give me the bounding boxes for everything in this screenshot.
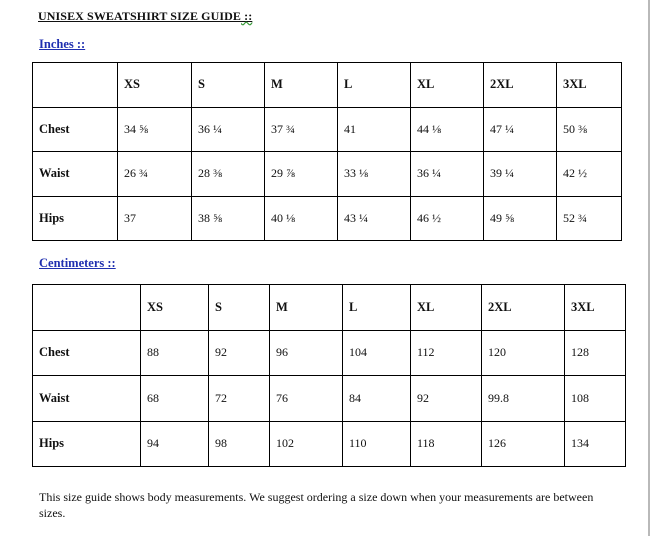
table-cell: 41 <box>338 107 411 152</box>
centimeters-heading: Centimeters :: <box>39 256 116 270</box>
size-guide-note: This size guide shows body measurements. We suggest ordering a size down when your measurements are between sizes. <box>39 490 594 520</box>
table-cell: 40 ⅛ <box>265 196 338 241</box>
table-cell: 36 ¼ <box>411 152 484 197</box>
table-cell: 37 ¾ <box>265 107 338 152</box>
header-cell-s: S <box>209 285 270 331</box>
table-cell: 112 <box>411 330 482 376</box>
inches-size-table <box>32 62 622 241</box>
table-row <box>33 196 622 241</box>
table-cell: 43 ¼ <box>338 196 411 241</box>
table-cell: 72 <box>209 376 270 422</box>
table-cell: 68 <box>141 376 209 422</box>
table-cell: 94 <box>141 421 209 467</box>
table-cell: 118 <box>411 421 482 467</box>
table-cell: 98 <box>209 421 270 467</box>
header-cell-m: M <box>265 63 338 108</box>
inches-heading: Inches :: <box>39 37 86 51</box>
header-cell-empty <box>33 285 141 331</box>
table-cell: 33 ⅛ <box>338 152 411 197</box>
table-cell: 37 <box>118 196 192 241</box>
header-cell-xs: XS <box>141 285 209 331</box>
table-cell: 36 ¼ <box>192 107 265 152</box>
table-cell: 134 <box>565 421 626 467</box>
page-title <box>38 9 252 24</box>
table-cell: 42 ½ <box>557 152 622 197</box>
header-cell-3xl: 3XL <box>557 63 622 108</box>
row-label-hips: Hips <box>33 421 141 467</box>
table-cell: 104 <box>343 330 411 376</box>
table-cell: 28 ⅜ <box>192 152 265 197</box>
table-cell: 92 <box>209 330 270 376</box>
table-cell: 39 ¼ <box>484 152 557 197</box>
header-cell-xl: XL <box>411 63 484 108</box>
row-label-hips: Hips <box>33 196 118 241</box>
table-cell: 49 ⅝ <box>484 196 557 241</box>
table-cell: 128 <box>565 330 626 376</box>
table-cell: 38 ⅝ <box>192 196 265 241</box>
table-cell: 46 ½ <box>411 196 484 241</box>
table-header-row <box>33 63 622 108</box>
table-header-row <box>33 285 626 331</box>
table-cell: 99.8 <box>482 376 565 422</box>
header-cell-2xl: 2XL <box>484 63 557 108</box>
table-row <box>33 376 626 422</box>
table-cell: 84 <box>343 376 411 422</box>
table-cell: 29 ⅞ <box>265 152 338 197</box>
header-cell-l: L <box>338 63 411 108</box>
header-cell-2xl: 2XL <box>482 285 565 331</box>
table-cell: 76 <box>270 376 343 422</box>
header-cell-empty <box>33 63 118 108</box>
header-cell-s: S <box>192 63 265 108</box>
table-cell: 26 ¾ <box>118 152 192 197</box>
table-cell: 126 <box>482 421 565 467</box>
table-row <box>33 330 626 376</box>
row-label-waist: Waist <box>33 376 141 422</box>
table-cell: 96 <box>270 330 343 376</box>
table-cell: 47 ¼ <box>484 107 557 152</box>
title-suffix: :: <box>241 9 253 23</box>
table-cell: 108 <box>565 376 626 422</box>
table-cell: 110 <box>343 421 411 467</box>
row-label-chest: Chest <box>33 107 118 152</box>
header-cell-m: M <box>270 285 343 331</box>
header-cell-3xl: 3XL <box>565 285 626 331</box>
row-label-chest: Chest <box>33 330 141 376</box>
title-main: UNISEX SWEATSHIRT SIZE GUIDE <box>38 9 242 23</box>
header-cell-xs: XS <box>118 63 192 108</box>
centimeters-size-table <box>32 284 626 467</box>
table-row <box>33 421 626 467</box>
table-cell: 88 <box>141 330 209 376</box>
table-cell: 50 ⅜ <box>557 107 622 152</box>
header-cell-xl: XL <box>411 285 482 331</box>
header-cell-l: L <box>343 285 411 331</box>
table-cell: 102 <box>270 421 343 467</box>
table-cell: 120 <box>482 330 565 376</box>
table-row <box>33 152 622 197</box>
table-cell: 44 ⅛ <box>411 107 484 152</box>
table-cell: 52 ¾ <box>557 196 622 241</box>
table-cell: 34 ⅝ <box>118 107 192 152</box>
table-row <box>33 107 622 152</box>
row-label-waist: Waist <box>33 152 118 197</box>
table-cell: 92 <box>411 376 482 422</box>
